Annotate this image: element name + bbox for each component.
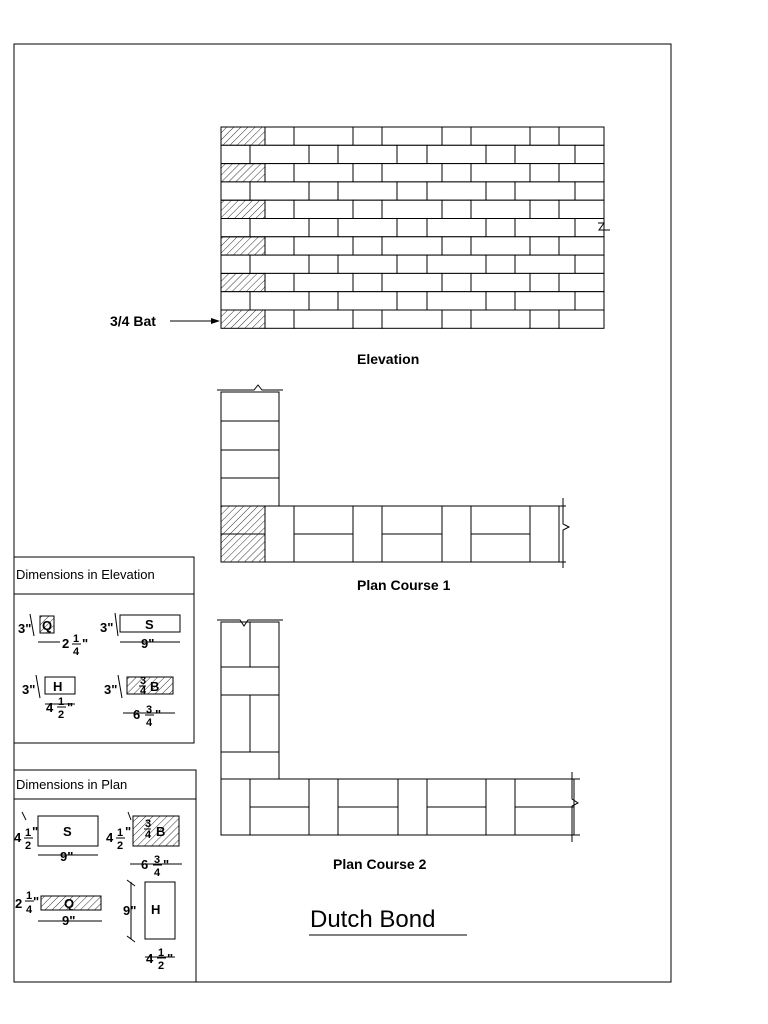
legend-elevation-heading: Dimensions in Elevation: [16, 567, 155, 582]
brick: [427, 255, 486, 273]
brick: [294, 273, 353, 291]
svg-text:4: 4: [146, 951, 154, 966]
brick: [397, 255, 427, 273]
header-brick: [353, 506, 382, 562]
brick: [353, 164, 382, 182]
brick: [382, 127, 442, 145]
brick: [471, 237, 530, 255]
brick: [471, 310, 530, 328]
brick: [353, 310, 382, 328]
brick: [471, 273, 530, 291]
brick: [265, 273, 294, 291]
brick: [397, 145, 427, 163]
brick: [427, 292, 486, 310]
svg-text:4: 4: [154, 867, 161, 879]
brick: [442, 310, 471, 328]
brick: [382, 310, 442, 328]
brick: [265, 164, 294, 182]
stretcher-brick: [471, 534, 530, 562]
svg-text:1: 1: [58, 696, 65, 708]
stretcher-brick: [294, 534, 353, 562]
brick: [353, 127, 382, 145]
brick: [471, 164, 530, 182]
brick: [265, 200, 294, 218]
svg-text:": ": [163, 857, 170, 872]
break-symbol: [563, 498, 569, 568]
stretcher-brick: [427, 807, 486, 835]
brick: [353, 200, 382, 218]
brick: [559, 200, 604, 218]
stretcher-brick: [382, 506, 442, 534]
header-brick: [442, 506, 471, 562]
bat-brick: [221, 506, 265, 534]
stretcher-brick: [338, 807, 398, 835]
brick: [265, 237, 294, 255]
svg-text:4: 4: [106, 830, 114, 845]
header-brick: [250, 622, 279, 667]
brick: [294, 200, 353, 218]
elevation-label: Elevation: [357, 351, 420, 367]
brick: [575, 292, 604, 310]
svg-text:": ": [125, 824, 132, 839]
brick: [427, 182, 486, 200]
svg-text:": ": [155, 707, 162, 722]
svg-text:H: H: [151, 902, 161, 917]
svg-text:B: B: [150, 679, 160, 694]
svg-text:3: 3: [146, 704, 153, 716]
brick: [559, 273, 604, 291]
brick: [309, 292, 338, 310]
svg-text:4: 4: [14, 830, 22, 845]
svg-text:S: S: [63, 824, 72, 839]
header-brick: [486, 779, 515, 835]
header-brick: [221, 667, 279, 695]
svg-text:4: 4: [46, 700, 54, 715]
header-brick: [221, 392, 279, 421]
brick: [575, 182, 604, 200]
svg-text:3": 3": [22, 682, 36, 697]
brick: [309, 145, 338, 163]
brick: [338, 255, 397, 273]
brick: [294, 237, 353, 255]
brick: [515, 145, 575, 163]
stretcher-brick: [471, 506, 530, 534]
brick: [530, 164, 559, 182]
plan2-label: Plan Course 2: [333, 856, 427, 872]
svg-text:": ": [33, 894, 40, 909]
svg-text:2: 2: [62, 636, 70, 651]
brick: [515, 219, 575, 237]
brick: [559, 127, 604, 145]
bat-leader-arrow: [170, 318, 220, 324]
brick: [515, 182, 575, 200]
svg-text:2: 2: [117, 840, 124, 852]
brick: [382, 200, 442, 218]
brick: [221, 182, 250, 200]
svg-text:1: 1: [117, 827, 124, 839]
brick: [486, 182, 515, 200]
svg-text:S: S: [145, 617, 154, 632]
svg-text:4: 4: [26, 904, 33, 916]
brick: [530, 310, 559, 328]
brick: [559, 164, 604, 182]
brick: [221, 219, 250, 237]
svg-text:3: 3: [154, 854, 161, 866]
brick: [559, 310, 604, 328]
header-brick: [221, 421, 279, 450]
svg-text:9": 9": [60, 849, 74, 864]
svg-text:2: 2: [25, 840, 32, 852]
brick: [382, 273, 442, 291]
header-brick: [309, 779, 338, 835]
brick: [486, 145, 515, 163]
brick: [575, 145, 604, 163]
brick: [397, 219, 427, 237]
svg-text:3": 3": [104, 682, 118, 697]
brick: [442, 200, 471, 218]
brick: [515, 255, 575, 273]
stretcher-brick: [250, 695, 279, 752]
bat-brick: [221, 237, 265, 255]
bat-brick: [221, 273, 265, 291]
stretcher-brick: [338, 779, 398, 807]
svg-text:": ": [32, 824, 39, 839]
bat-brick: [221, 200, 265, 218]
brick: [382, 164, 442, 182]
svg-text:H: H: [53, 679, 63, 694]
brick: [250, 255, 309, 273]
svg-text:": ": [67, 700, 74, 715]
break-symbol: [217, 385, 283, 390]
header-brick: [221, 752, 279, 779]
brick: [250, 292, 309, 310]
brick: [442, 164, 471, 182]
svg-text:Q: Q: [42, 618, 53, 633]
brick: [265, 127, 294, 145]
brick: [575, 219, 604, 237]
brick: [486, 292, 515, 310]
svg-text:9": 9": [62, 913, 76, 928]
brick: [338, 219, 397, 237]
stretcher-brick: [250, 807, 309, 835]
header-brick: [221, 478, 279, 506]
brick: [530, 273, 559, 291]
svg-text:3": 3": [100, 620, 114, 635]
brick: [294, 164, 353, 182]
svg-text:9": 9": [123, 903, 137, 918]
header-brick: [398, 779, 427, 835]
brick: [250, 145, 309, 163]
brick: [442, 273, 471, 291]
brick: [471, 127, 530, 145]
svg-text:Q: Q: [64, 896, 75, 911]
brick: [309, 182, 338, 200]
plan-course-2: [217, 620, 580, 842]
brick: [294, 310, 353, 328]
brick: [442, 127, 471, 145]
bat-brick: [221, 164, 265, 182]
svg-text:4: 4: [145, 829, 152, 841]
brick: [559, 237, 604, 255]
brick: [471, 200, 530, 218]
stretcher-brick: [515, 807, 574, 835]
bat-brick: [221, 310, 265, 328]
stretcher-brick: [382, 534, 442, 562]
brick: [250, 182, 309, 200]
svg-text:2: 2: [58, 709, 65, 721]
brick: [530, 127, 559, 145]
svg-text:4: 4: [140, 685, 147, 697]
svg-text:3: 3: [140, 675, 147, 687]
brick: [530, 237, 559, 255]
stretcher-brick: [427, 779, 486, 807]
svg-text:2: 2: [158, 960, 165, 972]
svg-text:1: 1: [158, 947, 165, 959]
brick: [221, 145, 250, 163]
svg-text:": ": [167, 951, 174, 966]
legend-elevation: [14, 557, 194, 743]
header-brick: [221, 450, 279, 478]
svg-text:1: 1: [73, 633, 80, 645]
brick: [575, 255, 604, 273]
header-brick: [530, 506, 559, 562]
svg-text:": ": [82, 636, 89, 651]
header-brick: [265, 506, 294, 562]
svg-text:6: 6: [141, 857, 149, 872]
stretcher-brick: [250, 779, 309, 807]
stretcher-brick: [515, 779, 574, 807]
header-brick: [221, 779, 250, 835]
drawing-title: Dutch Bond: [310, 906, 436, 933]
svg-text:9": 9": [141, 636, 155, 651]
svg-text:2: 2: [15, 896, 23, 911]
plan1-label: Plan Course 1: [357, 577, 451, 593]
svg-text:4: 4: [73, 646, 80, 658]
stretcher-brick: [221, 695, 250, 752]
svg-text:3: 3: [145, 818, 152, 830]
brick: [221, 255, 250, 273]
brick: [397, 182, 427, 200]
bat-label: 3/4 Bat: [110, 313, 156, 329]
brick: [221, 292, 250, 310]
bat-brick: [221, 534, 265, 562]
brick: [382, 237, 442, 255]
elevation-view: [221, 127, 610, 328]
brick: [486, 219, 515, 237]
stretcher-brick: [294, 506, 353, 534]
brick: [338, 145, 397, 163]
svg-text:1: 1: [25, 827, 32, 839]
brick: [353, 273, 382, 291]
brick: [353, 237, 382, 255]
brick: [338, 182, 397, 200]
brick: [309, 255, 338, 273]
svg-text:1: 1: [26, 890, 33, 902]
brick: [338, 292, 397, 310]
svg-text:4: 4: [146, 717, 153, 729]
brick: [309, 219, 338, 237]
plan-course-1: [217, 385, 569, 568]
brick: [265, 310, 294, 328]
legend-plan: [14, 770, 196, 982]
svg-text:B: B: [156, 824, 166, 839]
svg-text:3": 3": [18, 621, 32, 636]
brick: [486, 255, 515, 273]
brick: [442, 237, 471, 255]
brick: [515, 292, 575, 310]
legend-plan-heading: Dimensions in Plan: [16, 777, 128, 792]
brick: [250, 219, 309, 237]
brick: [530, 200, 559, 218]
brick: [294, 127, 353, 145]
bat-brick: [221, 127, 265, 145]
header-brick: [221, 622, 250, 667]
svg-text:6: 6: [133, 707, 141, 722]
brick: [397, 292, 427, 310]
brick: [427, 145, 486, 163]
brick: [427, 219, 486, 237]
